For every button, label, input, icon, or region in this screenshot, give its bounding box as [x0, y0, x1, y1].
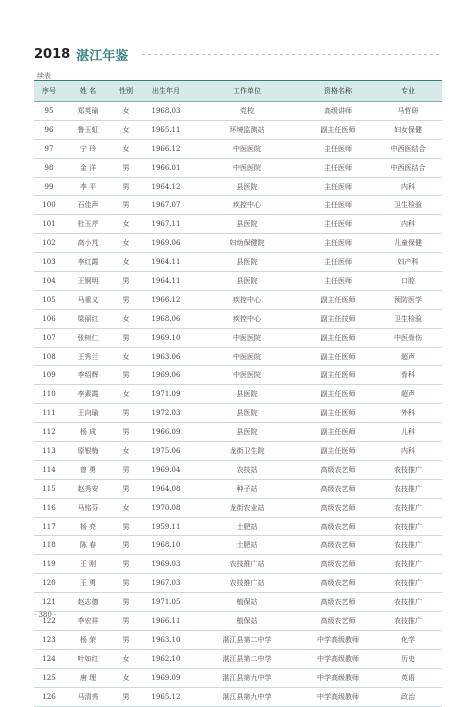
cell-name: 梁丽红 [64, 309, 112, 328]
cell-qualification: 高级讲师 [302, 102, 374, 121]
table-row [34, 517, 442, 536]
cell-gender: 男 [112, 404, 140, 423]
table-row [34, 498, 442, 517]
cell-name: 马铭芬 [64, 498, 112, 517]
cell-workplace: 县医院 [192, 385, 302, 404]
cell-workplace: 龙街卫生院 [192, 442, 302, 461]
cell-workplace: 疾控中心 [192, 309, 302, 328]
cell-workplace: 党校 [192, 102, 302, 121]
cell-index: 123 [34, 630, 64, 649]
cell-index: 102 [34, 234, 64, 253]
cell-gender: 女 [112, 309, 140, 328]
cell-birth: 1969.06 [140, 234, 192, 253]
table-row [34, 649, 442, 668]
cell-workplace: 农技站 [192, 460, 302, 479]
cell-qualification: 主任医师 [302, 139, 374, 158]
col-header-workplace: 工作单位 [192, 81, 302, 102]
cell-specialty: 农技推广 [374, 479, 442, 498]
cell-index: 125 [34, 668, 64, 687]
col-header-specialty: 专业 [374, 81, 442, 102]
cell-index: 122 [34, 612, 64, 631]
cell-birth: 1969.04 [140, 460, 192, 479]
table-row [34, 479, 442, 498]
cell-index: 119 [34, 555, 64, 574]
header-year: 2018 [34, 46, 71, 62]
cell-index: 120 [34, 574, 64, 593]
cell-workplace: 湛江县第二中学 [192, 630, 302, 649]
cell-workplace: 湛江县第二中学 [192, 649, 302, 668]
table-row [34, 234, 442, 253]
table-body [34, 102, 442, 707]
cell-gender: 女 [112, 102, 140, 121]
cell-gender: 女 [112, 215, 140, 234]
cell-qualification: 中学高级教师 [302, 649, 374, 668]
table-row [34, 460, 442, 479]
cell-birth: 1966.01 [140, 158, 192, 177]
cell-gender: 男 [112, 687, 140, 706]
cell-specialty: 骨科 [374, 366, 442, 385]
cell-gender: 男 [112, 177, 140, 196]
cell-index: 101 [34, 215, 64, 234]
cell-index: 113 [34, 442, 64, 461]
cell-gender: 男 [112, 555, 140, 574]
cell-specialty: 农技推广 [374, 498, 442, 517]
cell-gender: 男 [112, 630, 140, 649]
cell-gender: 男 [112, 479, 140, 498]
cell-index: 116 [34, 498, 64, 517]
table-header-row [34, 81, 442, 102]
cell-workplace: 县医院 [192, 404, 302, 423]
page-header [34, 45, 128, 63]
cell-name: 王向瑜 [64, 404, 112, 423]
cell-qualification: 高级农艺师 [302, 517, 374, 536]
table-row [34, 593, 442, 612]
cell-workplace: 中医医院 [192, 366, 302, 385]
cell-qualification: 副主任技师 [302, 309, 374, 328]
cell-gender: 男 [112, 574, 140, 593]
cell-index: 96 [34, 120, 64, 139]
cell-workplace: 中医医院 [192, 158, 302, 177]
cell-specialty: 内科 [374, 215, 442, 234]
cell-index: 112 [34, 423, 64, 442]
cell-qualification: 副主任医师 [302, 442, 374, 461]
table-row [34, 574, 442, 593]
cell-index: 104 [34, 272, 64, 291]
col-header-name: 姓 名 [64, 81, 112, 102]
cell-birth: 1969.06 [140, 366, 192, 385]
table-row [34, 612, 442, 631]
cell-name: 赵志德 [64, 593, 112, 612]
table-row [34, 196, 442, 215]
col-header-index: 序号 [34, 81, 64, 102]
cell-gender: 女 [112, 253, 140, 272]
cell-qualification: 主任医师 [302, 177, 374, 196]
cell-name: 张树仁 [64, 328, 112, 347]
cell-birth: 1966.09 [140, 423, 192, 442]
cell-qualification: 高级农艺师 [302, 479, 374, 498]
cell-gender: 男 [112, 158, 140, 177]
cell-name: 杜玉芹 [64, 215, 112, 234]
cell-workplace: 龙街农业站 [192, 498, 302, 517]
cell-specialty: 中西医结合 [374, 139, 442, 158]
table-row [34, 177, 442, 196]
cell-index: 98 [34, 158, 64, 177]
cell-index: 108 [34, 347, 64, 366]
cell-name: 马清秀 [64, 687, 112, 706]
cell-specialty: 英语 [374, 668, 442, 687]
cell-specialty: 卫生检验 [374, 196, 442, 215]
cell-workplace: 土肥站 [192, 517, 302, 536]
cell-qualification: 副主任医师 [302, 120, 374, 139]
cell-name: 石佳声 [64, 196, 112, 215]
cell-index: 105 [34, 290, 64, 309]
cell-workplace: 县医院 [192, 177, 302, 196]
table-row [34, 347, 442, 366]
cell-specialty: 外科 [374, 404, 442, 423]
cell-qualification: 中学高级教师 [302, 687, 374, 706]
cell-qualification: 主任医师 [302, 158, 374, 177]
cell-gender: 男 [112, 593, 140, 612]
cell-workplace: 植保站 [192, 612, 302, 631]
cell-name: 马重义 [64, 290, 112, 309]
cell-birth: 1969.03 [140, 555, 192, 574]
header-title: 湛江年鉴 [76, 48, 129, 64]
table-row [34, 272, 442, 291]
cell-birth: 1966.12 [140, 290, 192, 309]
cell-workplace: 农技推广站 [192, 555, 302, 574]
cell-qualification: 中学高级教师 [302, 630, 374, 649]
cell-name: 原银梅 [64, 442, 112, 461]
cell-workplace: 县医院 [192, 215, 302, 234]
cell-specialty: 农技推广 [374, 593, 442, 612]
cell-qualification: 副主任医师 [302, 404, 374, 423]
cell-qualification: 副主任医师 [302, 347, 374, 366]
cell-gender: 女 [112, 385, 140, 404]
cell-qualification: 副主任医师 [302, 366, 374, 385]
cell-gender: 女 [112, 139, 140, 158]
cell-name: 李素霞 [64, 385, 112, 404]
table-row [34, 366, 442, 385]
cell-index: 107 [34, 328, 64, 347]
cell-specialty: 儿童保健 [374, 234, 442, 253]
table-row [34, 328, 442, 347]
cell-name: 杨 成 [64, 423, 112, 442]
cell-qualification: 主任医师 [302, 234, 374, 253]
cell-birth: 1962.10 [140, 649, 192, 668]
cell-qualification: 主任医师 [302, 253, 374, 272]
cell-specialty: 农技推广 [374, 612, 442, 631]
cell-birth: 1968.10 [140, 536, 192, 555]
continued-label: 续表 [37, 72, 51, 80]
cell-specialty: 马哲研 [374, 102, 442, 121]
cell-index: 121 [34, 593, 64, 612]
table-row [34, 423, 442, 442]
cell-qualification: 副主任医师 [302, 423, 374, 442]
cell-birth: 1964.12 [140, 177, 192, 196]
cell-specialty: 内科 [374, 177, 442, 196]
cell-birth: 1971.09 [140, 385, 192, 404]
cell-gender: 男 [112, 460, 140, 479]
cell-name: 金 洋 [64, 158, 112, 177]
cell-workplace: 县医院 [192, 272, 302, 291]
cell-qualification: 高级农艺师 [302, 593, 374, 612]
cell-qualification: 副主任医师 [302, 385, 374, 404]
cell-index: 124 [34, 649, 64, 668]
cell-name: 李 平 [64, 177, 112, 196]
cell-name: 郑英瑜 [64, 102, 112, 121]
cell-workplace: 农技推广站 [192, 574, 302, 593]
cell-specialty: 妇产科 [374, 253, 442, 272]
cell-birth: 1965.11 [140, 120, 192, 139]
cell-gender: 男 [112, 366, 140, 385]
cell-index: 97 [34, 139, 64, 158]
cell-gender: 男 [112, 196, 140, 215]
cell-name: 李绍辉 [64, 366, 112, 385]
cell-index: 99 [34, 177, 64, 196]
cell-birth: 1964.08 [140, 479, 192, 498]
cell-birth: 1969.10 [140, 328, 192, 347]
cell-workplace: 中医医院 [192, 139, 302, 158]
table-row [34, 120, 442, 139]
cell-workplace: 疾控中心 [192, 196, 302, 215]
cell-specialty: 农技推广 [374, 517, 442, 536]
cell-qualification: 中学高级教师 [302, 668, 374, 687]
cell-qualification: 高级农艺师 [302, 460, 374, 479]
cell-birth: 1969.09 [140, 668, 192, 687]
cell-name: 杨 亮 [64, 517, 112, 536]
table-row [34, 385, 442, 404]
cell-index: 103 [34, 253, 64, 272]
cell-gender: 男 [112, 612, 140, 631]
cell-gender: 女 [112, 120, 140, 139]
table-row [34, 139, 442, 158]
cell-index: 95 [34, 102, 64, 121]
cell-index: 115 [34, 479, 64, 498]
cell-specialty: 内科 [374, 442, 442, 461]
col-header-gender: 性别 [112, 81, 140, 102]
col-header-qualification: 资格名称 [302, 81, 374, 102]
cell-birth: 1959.11 [140, 517, 192, 536]
cell-specialty: 妇女保健 [374, 120, 442, 139]
cell-gender: 男 [112, 290, 140, 309]
cell-specialty: 政治 [374, 687, 442, 706]
cell-gender: 男 [112, 423, 140, 442]
cell-specialty: 中西医结合 [374, 158, 442, 177]
cell-specialty: 农技推广 [374, 574, 442, 593]
cell-index: 114 [34, 460, 64, 479]
cell-index: 126 [34, 687, 64, 706]
cell-qualification: 副主任医师 [302, 290, 374, 309]
cell-birth: 1966.11 [140, 612, 192, 631]
cell-qualification: 高级农艺师 [302, 498, 374, 517]
cell-name: 叶如红 [64, 649, 112, 668]
cell-name: 李宏祥 [64, 612, 112, 631]
cell-birth: 1963.10 [140, 630, 192, 649]
cell-qualification: 主任医师 [302, 196, 374, 215]
cell-birth: 1965.12 [140, 687, 192, 706]
cell-qualification: 副主任医师 [302, 328, 374, 347]
cell-index: 100 [34, 196, 64, 215]
cell-specialty: 超声 [374, 385, 442, 404]
cell-specialty: 中医骨伤 [374, 328, 442, 347]
table-row [34, 668, 442, 687]
cell-specialty: 历史 [374, 649, 442, 668]
cell-birth: 1967.11 [140, 215, 192, 234]
cell-name: 陈 春 [64, 536, 112, 555]
table-row [34, 309, 442, 328]
cell-index: 109 [34, 366, 64, 385]
cell-gender: 男 [112, 272, 140, 291]
cell-birth: 1967.03 [140, 574, 192, 593]
cell-specialty: 化学 [374, 630, 442, 649]
cell-name: 李红霞 [64, 253, 112, 272]
cell-birth: 1967.07 [140, 196, 192, 215]
cell-gender: 女 [112, 442, 140, 461]
col-header-birth: 出生年月 [140, 81, 192, 102]
cell-name: 王秀兰 [64, 347, 112, 366]
cell-name: 杨 荣 [64, 630, 112, 649]
cell-workplace: 妇幼保健院 [192, 234, 302, 253]
table-row [34, 215, 442, 234]
table-row [34, 290, 442, 309]
cell-index: 118 [34, 536, 64, 555]
cell-workplace: 疾控中心 [192, 290, 302, 309]
page-number: · 380 · [34, 611, 57, 619]
table-row [34, 687, 442, 706]
cell-qualification: 主任医师 [302, 215, 374, 234]
cell-workplace: 植保站 [192, 593, 302, 612]
cell-gender: 女 [112, 649, 140, 668]
cell-index: 117 [34, 517, 64, 536]
cell-name: 王铜明 [64, 272, 112, 291]
cell-gender: 男 [112, 328, 140, 347]
cell-workplace: 环境监测站 [192, 120, 302, 139]
cell-name: 高小芃 [64, 234, 112, 253]
cell-name: 王 勇 [64, 574, 112, 593]
cell-specialty: 农技推广 [374, 555, 442, 574]
table-row [34, 536, 442, 555]
cell-birth: 1975.06 [140, 442, 192, 461]
cell-index: 110 [34, 385, 64, 404]
cell-name: 唐 理 [64, 668, 112, 687]
cell-qualification: 高级农艺师 [302, 574, 374, 593]
cell-workplace: 湛江县第九中学 [192, 687, 302, 706]
table-row [34, 158, 442, 177]
cell-birth: 1972.03 [140, 404, 192, 423]
cell-workplace: 县医院 [192, 253, 302, 272]
cell-qualification: 高级农艺师 [302, 555, 374, 574]
table-row [34, 442, 442, 461]
cell-index: 106 [34, 309, 64, 328]
cell-birth: 1964.11 [140, 272, 192, 291]
table-row [34, 253, 442, 272]
cell-gender: 男 [112, 517, 140, 536]
cell-qualification: 主任医师 [302, 272, 374, 291]
table-row [34, 404, 442, 423]
cell-specialty: 儿科 [374, 423, 442, 442]
cell-workplace: 种子站 [192, 479, 302, 498]
cell-birth: 1963.06 [140, 347, 192, 366]
cell-birth: 1964.11 [140, 253, 192, 272]
personnel-table [34, 80, 442, 707]
cell-gender: 女 [112, 668, 140, 687]
cell-qualification: 高级农艺师 [302, 612, 374, 631]
cell-index: 111 [34, 404, 64, 423]
cell-name: 曾 勇 [64, 460, 112, 479]
cell-birth: 1966.12 [140, 139, 192, 158]
cell-birth: 1971.05 [140, 593, 192, 612]
cell-workplace: 中医医院 [192, 347, 302, 366]
header-divider [142, 54, 442, 55]
table-row [34, 102, 442, 121]
cell-specialty: 农技推广 [374, 536, 442, 555]
cell-workplace: 湛江县第九中学 [192, 668, 302, 687]
cell-specialty: 口腔 [374, 272, 442, 291]
cell-specialty: 超声 [374, 347, 442, 366]
cell-gender: 男 [112, 536, 140, 555]
cell-specialty: 卫生检验 [374, 309, 442, 328]
cell-name: 宁 玲 [64, 139, 112, 158]
cell-gender: 女 [112, 234, 140, 253]
cell-workplace: 中医医院 [192, 328, 302, 347]
cell-specialty: 预防医学 [374, 290, 442, 309]
cell-name: 赵秀安 [64, 479, 112, 498]
cell-gender: 女 [112, 347, 140, 366]
cell-birth: 1968.03 [140, 102, 192, 121]
cell-gender: 女 [112, 498, 140, 517]
cell-birth: 1968.06 [140, 309, 192, 328]
cell-birth: 1970.08 [140, 498, 192, 517]
cell-name: 鲁玉虹 [64, 120, 112, 139]
cell-name: 王 刚 [64, 555, 112, 574]
cell-qualification: 高级农艺师 [302, 536, 374, 555]
table-row [34, 555, 442, 574]
cell-specialty: 农技推广 [374, 460, 442, 479]
cell-workplace: 县医院 [192, 423, 302, 442]
cell-workplace: 土肥站 [192, 536, 302, 555]
